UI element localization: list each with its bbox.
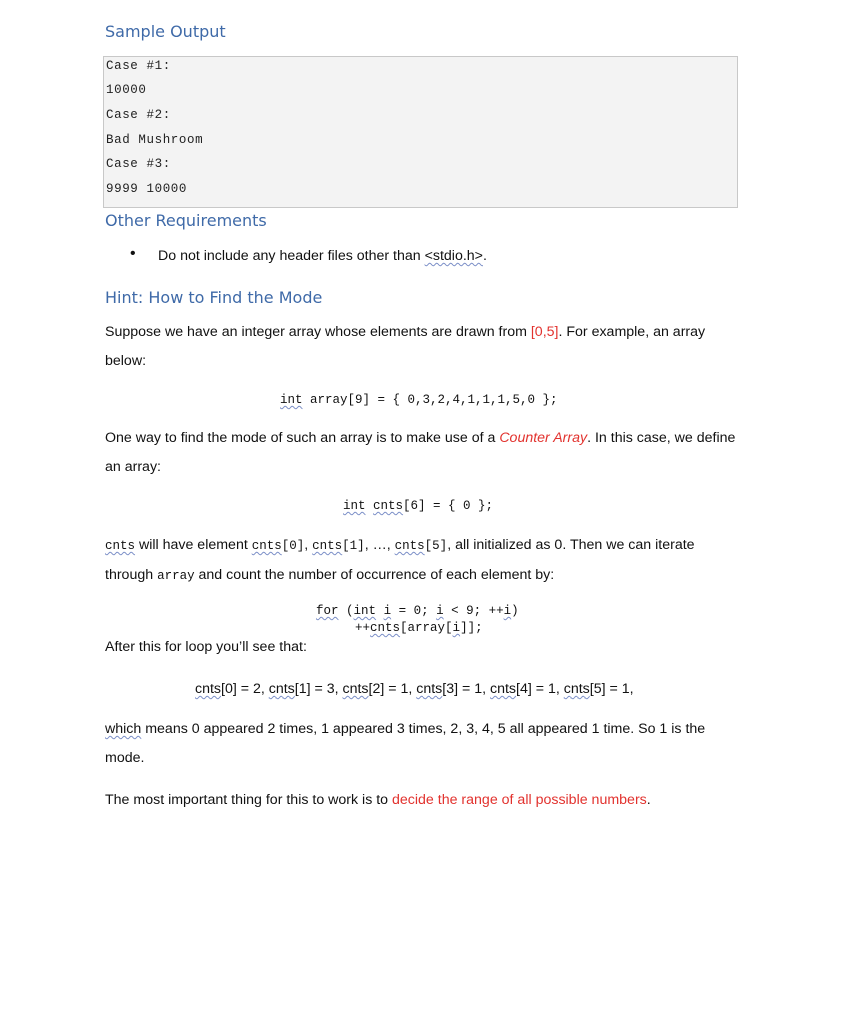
output-line: Case #1: (106, 59, 171, 73)
code-array-declaration: int array[9] = { 0,3,2,4,1,1,1,5,0 }; (280, 393, 558, 407)
header-name: <stdio.h> (424, 248, 483, 264)
key-point-highlight: decide the range of all possible numbers (392, 792, 647, 808)
output-line: Case #2: (106, 108, 171, 122)
output-line: Bad Mushroom (106, 133, 204, 147)
hint-paragraph-4: After this for loop you’ll see that: (105, 639, 307, 655)
bullet-dot: • (130, 245, 136, 262)
hint-heading: Hint: How to Find the Mode (105, 288, 323, 307)
hint-paragraph-6: The most important thing for this to work is to decide the range of all possible numbers. (105, 792, 651, 808)
output-line: 9999 10000 (106, 182, 188, 196)
range-highlight: [0,5] (530, 324, 559, 340)
requirement-text: Do not include any header files other than (158, 248, 425, 264)
code-for-loop-line-2: ++cnts[array[i]]; (355, 621, 483, 635)
hint-paragraph-1: Suppose we have an integer array whose elements are drawn from [0,5]. For example, an array below: (105, 324, 706, 369)
output-line: Case #3: (106, 157, 171, 171)
output-line: 10000 (106, 83, 147, 97)
requirement-item (158, 242, 738, 271)
result-line: cnts[0] = 2, cnts[1] = 3, cnts[2] = 1, cnts[3] = 1, cnts[4] = 1, cnts[5] = 1, (195, 681, 634, 697)
hint-paragraph-2: One way to find the mode of such an array is to make use of a Counter Array. In this case, we define an array: (105, 430, 736, 475)
requirements-heading: Other Requirements (105, 211, 267, 230)
hint-paragraph-5: which means 0 appeared 2 times, 1 appeared 3 times, 2, 3, 4, 5 all appeared 1 time. So 1 is the mode. (105, 721, 706, 766)
hint-paragraph-3: cnts will have element cnts[0], cnts[1], …, cnts[5], all initialized as 0. Then we can iterate through array and count the number of occurrence of each element by: (105, 537, 695, 583)
counter-array-term: Counter Array (499, 430, 588, 446)
code-for-loop-line-1: for (int i = 0; i < 9; ++i) (316, 604, 519, 618)
requirement-end: . (482, 248, 487, 264)
sample-output-box (103, 56, 738, 208)
code-cnts-declaration: int cnts[6] = { 0 }; (343, 499, 494, 513)
sample-output-heading: Sample Output (105, 22, 226, 41)
